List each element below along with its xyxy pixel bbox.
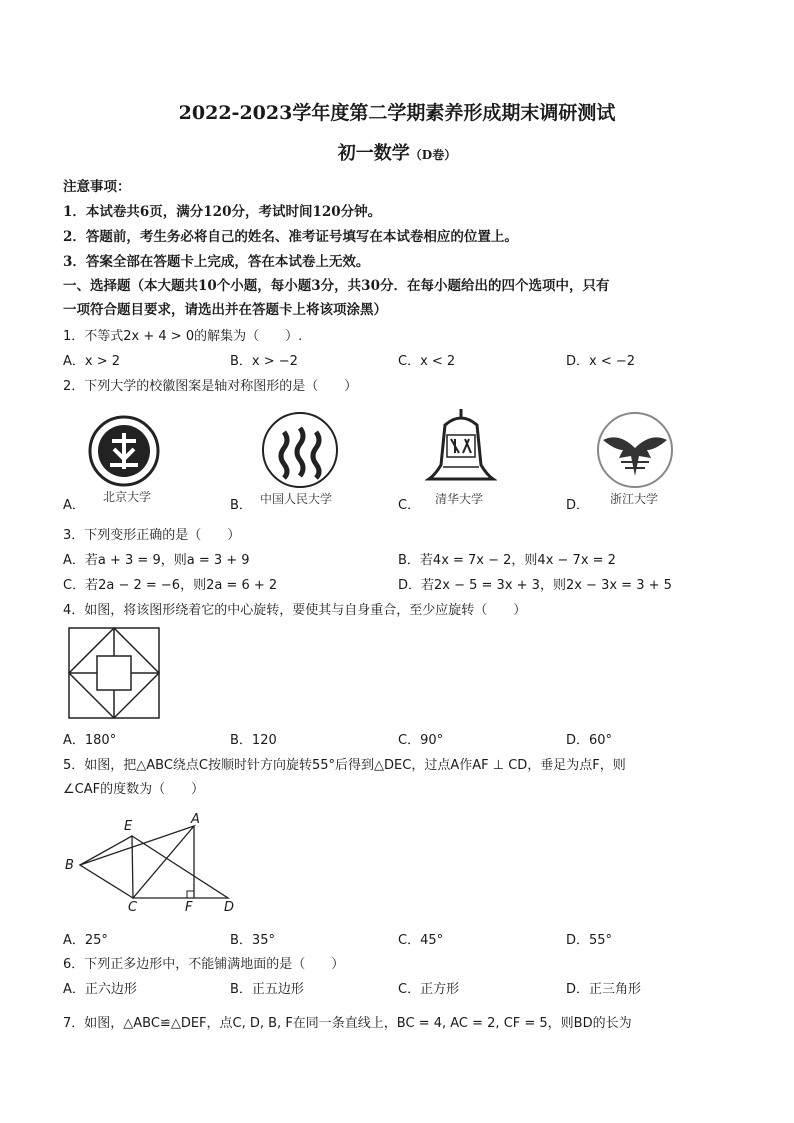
- zhejiang-university-logo-icon: [595, 410, 675, 490]
- q6-option-b: B．正五边形: [230, 982, 304, 997]
- exam-subtitle: [0, 139, 794, 165]
- q1-option-d: D．x < −2: [566, 354, 636, 369]
- q1-option-c: C．x < 2: [398, 354, 456, 369]
- q2-stem: 2．下列大学的校徽图案是轴对称图形的是（ ）: [63, 379, 358, 394]
- section-1-heading: 一、选择题（本大题共10个小题，每小题3分，共30分．在每小题给出的四个选项中，只有: [63, 278, 610, 294]
- q5-option-c: C．45°: [398, 933, 444, 948]
- q2-option-c: C．: [398, 498, 421, 513]
- q5-label-b: B: [65, 858, 74, 873]
- subject-name: 初一数学: [337, 143, 410, 164]
- q4-option-d: D．60°: [566, 733, 613, 748]
- q5-label-a: A: [191, 812, 200, 827]
- q2-caption-d: 浙江大学: [610, 492, 659, 506]
- q5-label-c: C: [128, 900, 138, 915]
- q2-option-d: D．: [566, 498, 590, 513]
- exam-title: 2022-2023学年度第二学期素养形成期末调研测试: [178, 102, 616, 124]
- q6-stem: 6．下列正多边形中，不能铺满地面的是（ ）: [63, 957, 345, 972]
- q4-option-a: A．180°: [63, 733, 117, 748]
- q5-label-e: E: [124, 819, 133, 834]
- renmin-university-logo-icon: [260, 410, 340, 490]
- q6-option-c: C．正方形: [398, 982, 460, 997]
- notice-heading: 注意事项：: [63, 179, 131, 195]
- q5-triangle-figure: [60, 808, 250, 918]
- q5-stem-line2: ∠CAF的度数为（ ）: [63, 782, 205, 797]
- q5-label-d: D: [224, 900, 235, 915]
- q5-option-a: A．25°: [63, 933, 108, 948]
- q2-option-a: A．: [63, 498, 85, 513]
- notice-item-1: 1．本试卷共6页，满分120分，考试时间120分钟。: [63, 204, 382, 220]
- q5-label-f: F: [185, 900, 193, 915]
- notice-item-2: 2．答题前，考生务必将自己的姓名、准考证号填写在本试卷相应的位置上。: [63, 229, 518, 245]
- section-1-heading-cont: 一项符合题目要求，请选出并在答题卡上将该项涂黑）: [63, 302, 387, 318]
- q1-stem: 1．不等式2x + 4 > 0的解集为（ ）.: [63, 329, 303, 344]
- edition-label: （D卷）: [409, 148, 457, 162]
- q4-stem: 4．如图，将该图形绕着它的中心旋转，要使其与自身重合，至少应旋转（ ）: [63, 603, 527, 618]
- q4-option-b: B．120: [230, 733, 277, 748]
- q1-option-b: B．x > −2: [230, 354, 298, 369]
- q3-option-d: D．若2x − 5 = 3x + 3，则2x − 3x = 3 + 5: [398, 578, 672, 593]
- peking-university-logo-icon: [88, 415, 160, 487]
- q4-option-c: C．90°: [398, 733, 444, 748]
- q3-stem: 3．下列变形正确的是（ ）: [63, 528, 241, 543]
- tsinghua-university-logo-icon: [425, 405, 497, 487]
- notice-item-3: 3．答案全部在答题卡上完成，答在本试卷上无效。: [63, 254, 370, 270]
- q4-pinwheel-figure: [67, 626, 161, 720]
- q5-option-d: D．55°: [566, 933, 613, 948]
- q3-option-a: A．若a + 3 = 9，则a = 3 + 9: [63, 553, 250, 568]
- q3-option-b: B．若4x = 7x − 2，则4x − 7x = 2: [398, 553, 616, 568]
- q2-caption-b: 中国人民大学: [260, 492, 333, 506]
- q3-option-c: C．若2a − 2 = −6，则2a = 6 + 2: [63, 578, 278, 593]
- q2-caption-a: 北京大学: [103, 490, 152, 504]
- q5-stem-line1: 5．如图，把△ABC绕点C按顺时针方向旋转55°后得到△DEC，过点A作AF ⊥ CD，垂足为点F，则: [63, 758, 626, 773]
- q2-option-b: B．: [230, 498, 252, 513]
- q1-option-a: A．x > 2: [63, 354, 121, 369]
- q7-stem: 7．如图，△ABC≌△DEF，点C, D, B, F在同一条直线上，BC = 4, AC = 2, CF = 5，则BD的长为: [63, 1016, 632, 1031]
- q6-option-d: D．正三角形: [566, 982, 642, 997]
- q2-caption-c: 清华大学: [435, 492, 484, 506]
- q5-option-b: B．35°: [230, 933, 275, 948]
- q6-option-a: A．正六边形: [63, 982, 137, 997]
